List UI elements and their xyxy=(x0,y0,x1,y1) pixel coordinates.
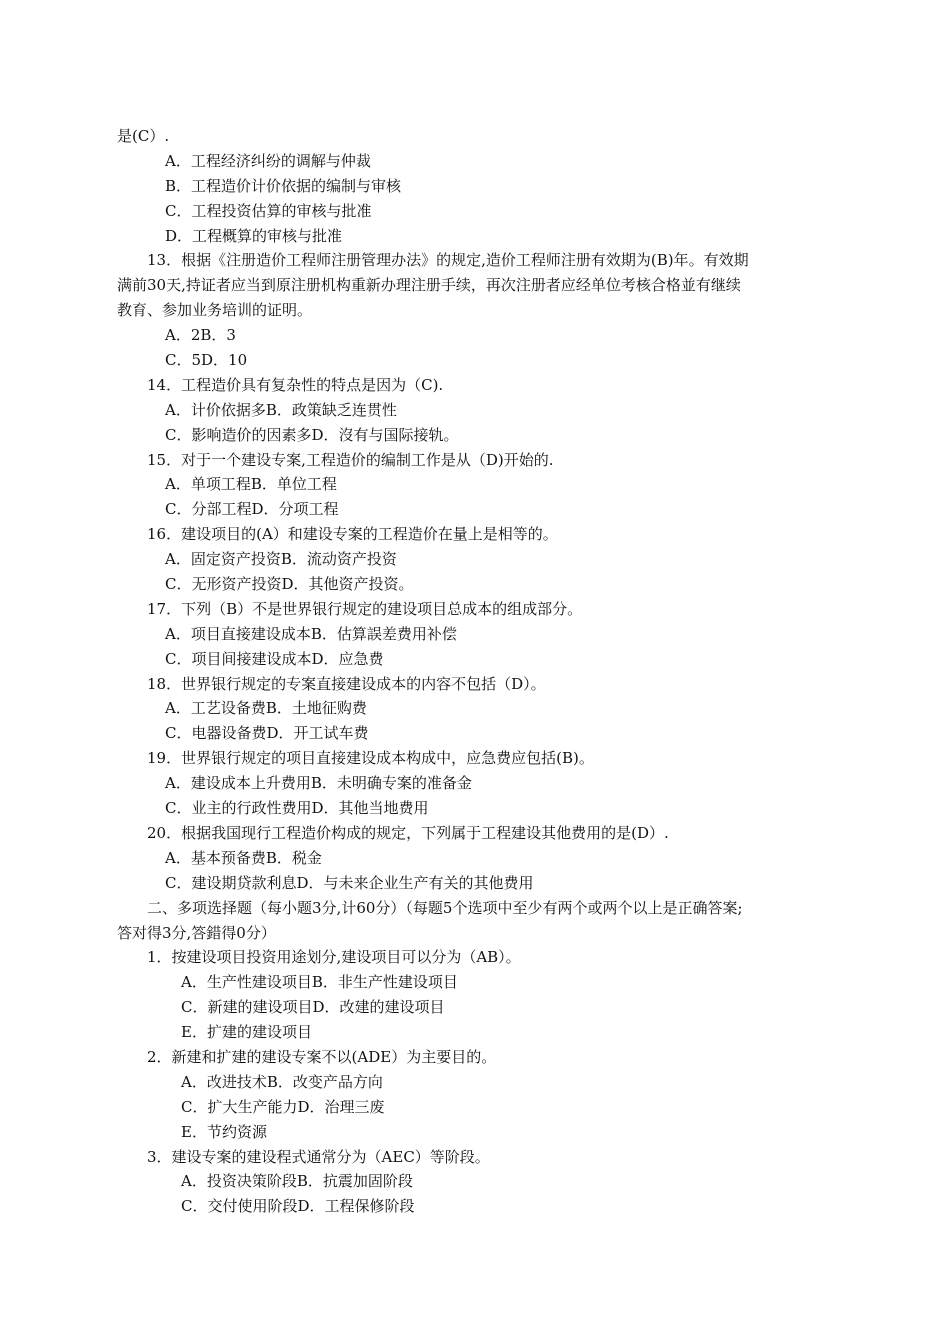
document-line: C．交付使用阶段D．工程保修阶段 xyxy=(181,1197,415,1216)
document-line: C．工程投资估算的审核与批准 xyxy=(165,201,372,220)
document-line: A．计价依据多B．政策缺乏连贯性 xyxy=(165,400,397,419)
document-line: 3．建设专案的建设程式通常分为（AEC）等阶段。 xyxy=(147,1147,490,1166)
document-line: A．基本预备费B．税金 xyxy=(165,848,322,867)
document-line: 是(C）. xyxy=(117,127,170,145)
document-line: 二、多项选择题（每小题3分,计60分）（每题5个选项中至少有两个或两个以上是正确答案; xyxy=(147,898,743,917)
document-line: A．2B．3 xyxy=(165,326,236,345)
document-line: A．生产性建设项目B．非生产性建设项目 xyxy=(181,973,458,992)
document-line: 15．对于一个建设专案,工程造价的编制工作是从（D)开始的. xyxy=(147,450,554,469)
document-line: C．业主的行政性费用D．其他当地费用 xyxy=(165,799,429,818)
document-line: 满前30天,持证者应当到原注册机构重新办理注册手续，再次注册者应经单位考核合格並有继续 xyxy=(117,276,741,295)
document-line: 教育、参加业务培训的证明。 xyxy=(117,301,313,320)
document-line: 20．根据我国现行工程造价构成的规定，下列属于工程建设其他费用的是(D）. xyxy=(147,823,669,842)
document-line: 13．根据《注册造价工程师注册管理办法》的规定,造价工程师注册有效期为(B)年。有效期 xyxy=(147,251,749,270)
document-line: A．项目直接建设成本B．估算誤差费用补偿 xyxy=(165,624,457,643)
document-line: 1．按建设项目投资用途划分,建设项目可以分为（AB）。 xyxy=(147,948,521,967)
document-line: 16．建设项目的(A）和建设专案的工程造价在量上是相等的。 xyxy=(147,525,558,544)
document-line: C．项目间接建设成本D．应急费 xyxy=(165,649,384,668)
document-line: A．固定资产投资B．流动资产投资 xyxy=(165,550,397,569)
document-line: 14．工程造价具有复杂性的特点是因为（C). xyxy=(147,375,444,394)
document-line: D．工程概算的审核与批准 xyxy=(165,226,343,245)
document-line: A．建设成本上升费用B．未明确专案的准备金 xyxy=(165,774,472,793)
document-line: C．电器设备费D．开工试车费 xyxy=(165,724,369,743)
document-line: C．新建的建设项目D．改建的建设项目 xyxy=(181,998,445,1017)
document-line: A．工程经济纠纷的调解与仲裁 xyxy=(165,151,371,170)
document-line: 19．世界银行规定的项目直接建设成本构成中，应急费应包括(B)。 xyxy=(147,749,594,768)
document-line: E．扩建的建设项目 xyxy=(181,1023,312,1042)
document-line: A．单项工程B．单位工程 xyxy=(165,475,337,494)
document-body xyxy=(117,124,842,1219)
document-line: 18．世界银行规定的专案直接建设成本的内容不包括（D）。 xyxy=(147,674,546,693)
document-line: A．改进技术B．改变产品方向 xyxy=(181,1072,383,1091)
document-line: C．5D．10 xyxy=(165,351,248,370)
document-line: C．影响造价的因素多D．沒有与国际接轨。 xyxy=(165,425,459,444)
document-line: 答对得3分,答錯得0分） xyxy=(117,923,276,942)
document-line: B．工程造价计价依据的编制与审核 xyxy=(165,176,402,195)
document-line: A．工艺设备费B．土地征购费 xyxy=(165,699,367,718)
document-line: C．建设期贷款利息D．与未来企业生产有关的其他费用 xyxy=(165,873,534,892)
document-line: C．无形资产投资D．其他资产投资。 xyxy=(165,575,414,594)
document-line: E．节约资源 xyxy=(181,1122,267,1141)
document-line: 17．下列（B）不是世界银行规定的建设项目总成本的组成部分。 xyxy=(147,599,583,618)
document-line: 2．新建和扩建的建设专案不以(ADE）为主要目的。 xyxy=(147,1047,497,1066)
document-line: C．分部工程D．分项工程 xyxy=(165,500,339,519)
document-line: C．扩大生产能力D．治理三废 xyxy=(181,1097,385,1116)
document-line: A．投资决策阶段B．抗震加固阶段 xyxy=(181,1172,413,1191)
